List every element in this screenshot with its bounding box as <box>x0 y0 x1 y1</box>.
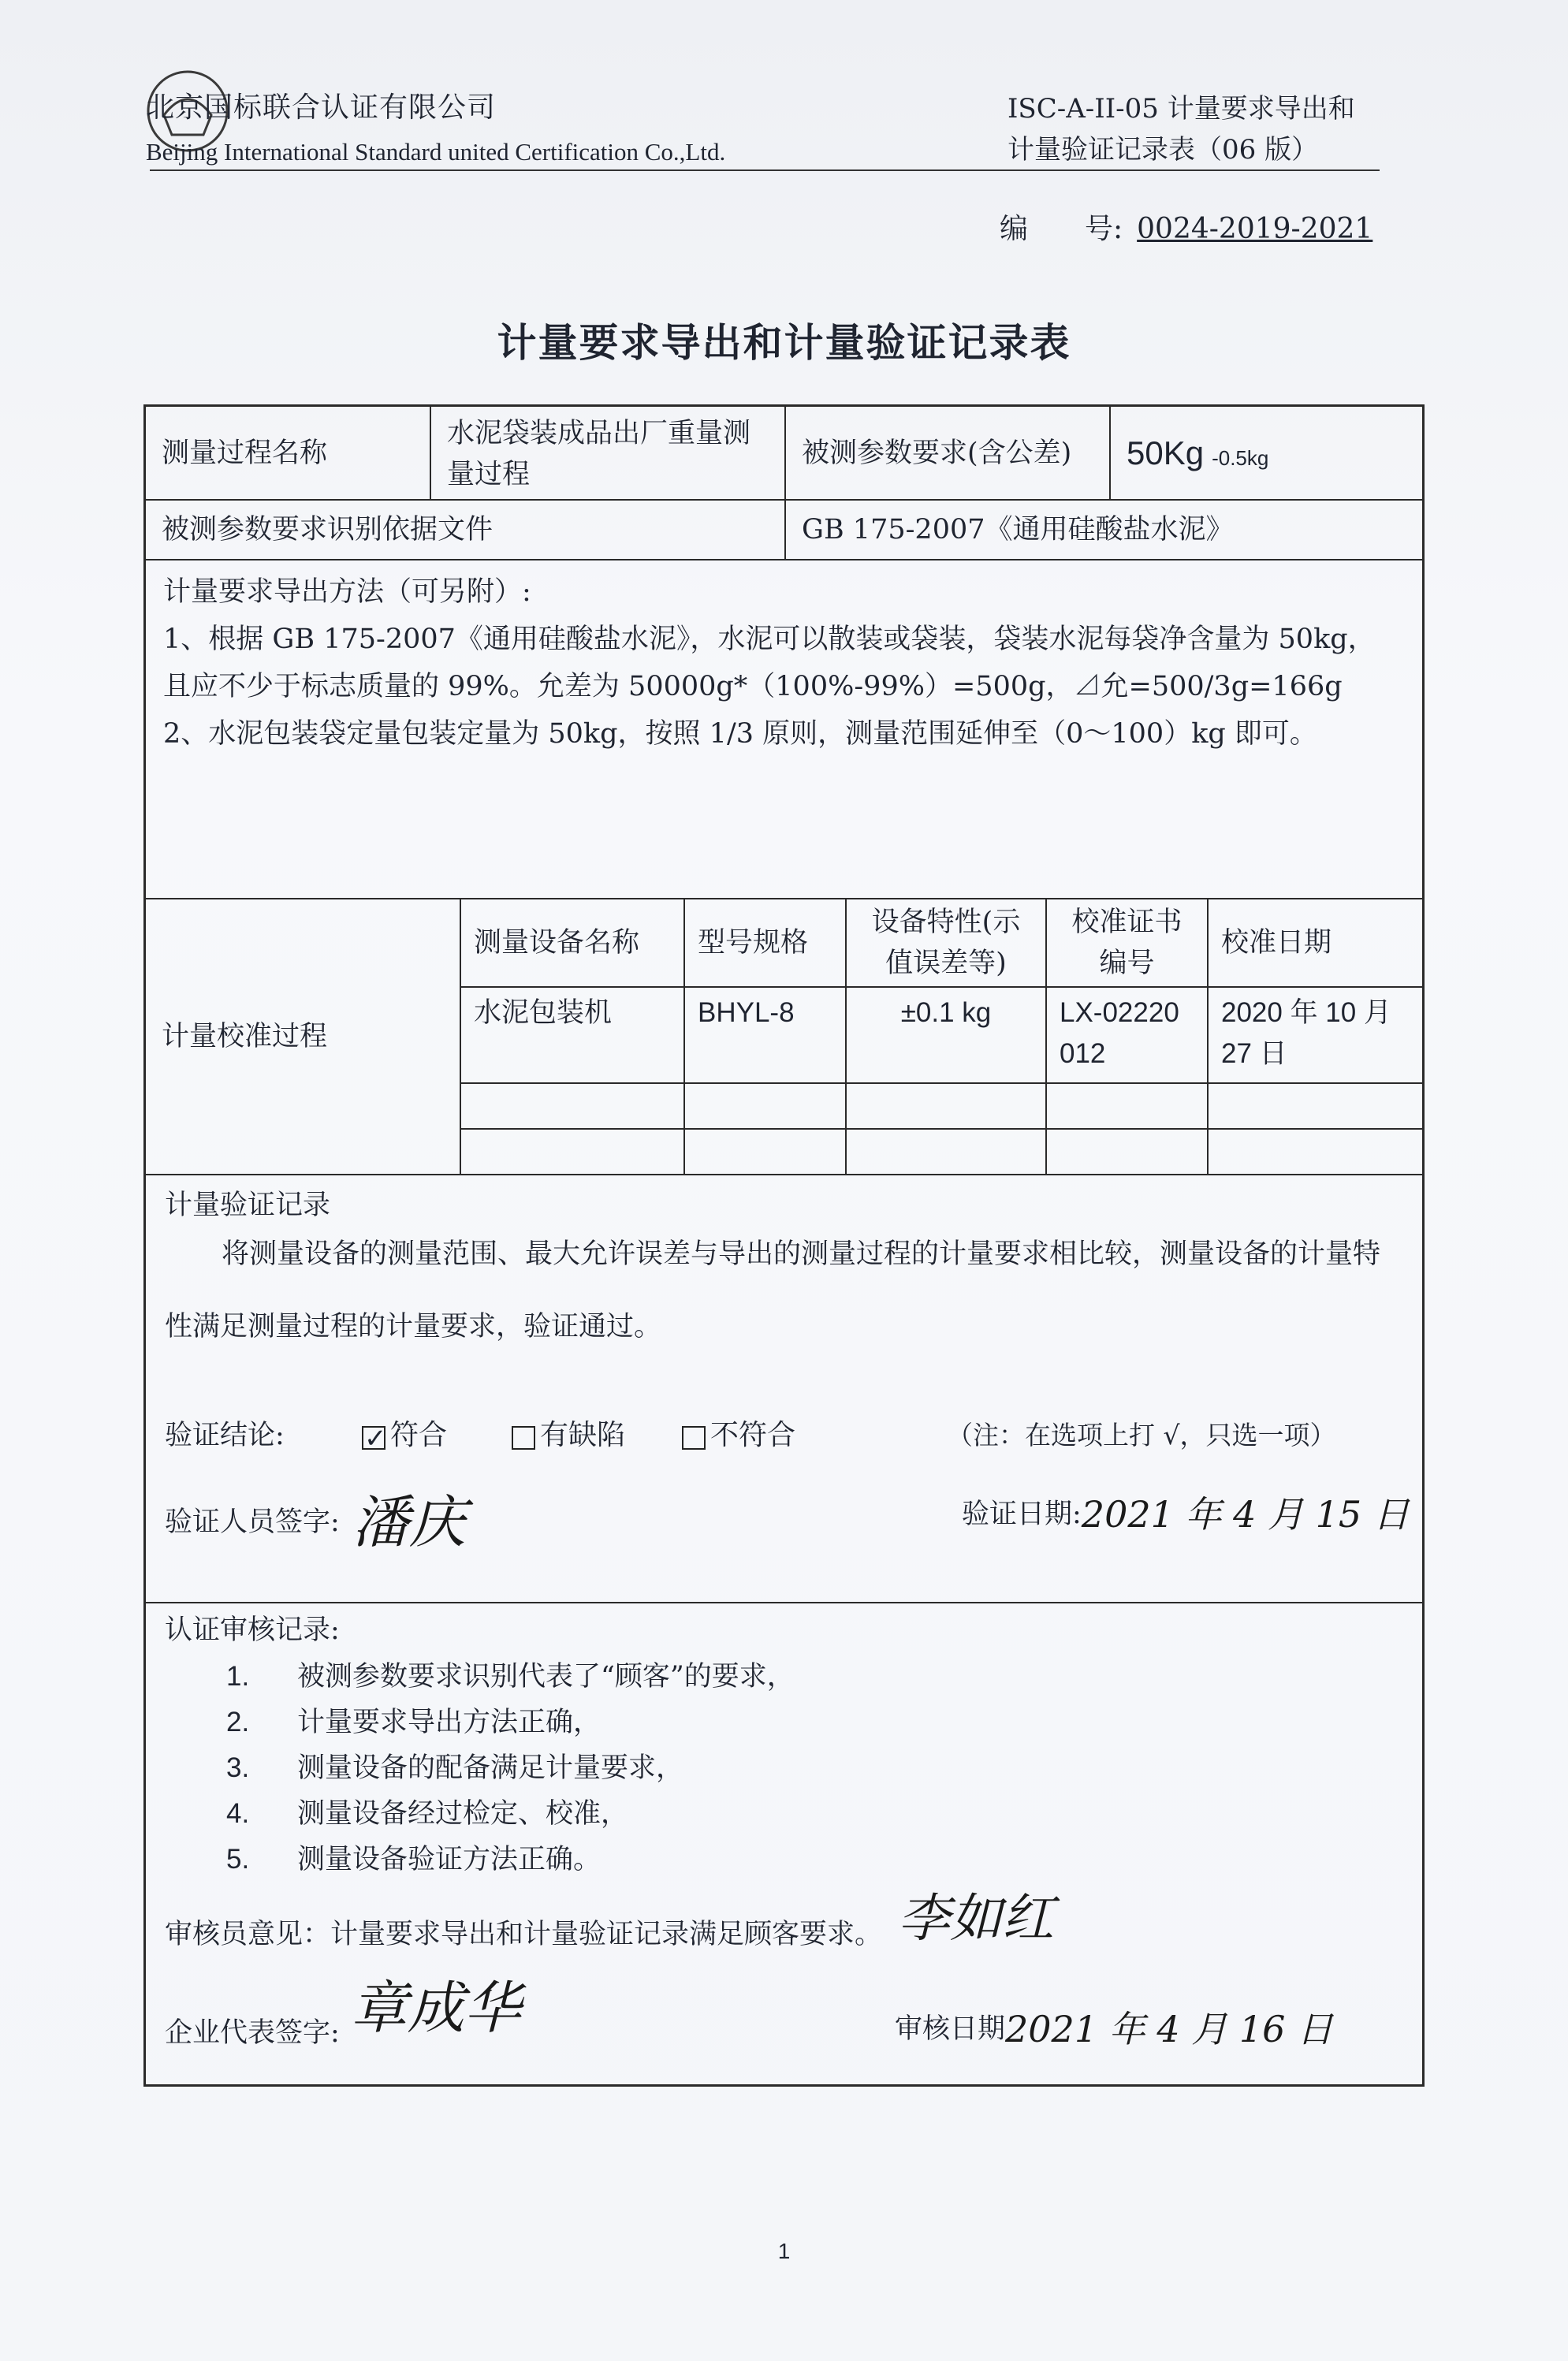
verifier-line <box>165 1489 466 1555</box>
verification-section <box>146 1175 1422 1602</box>
verification-heading: 计量验证记录 <box>165 1190 331 1221</box>
audit-date-line <box>895 2005 1333 2053</box>
col-header-date: 校准日期 <box>1221 927 1332 959</box>
calibration-table <box>461 899 1422 1174</box>
basis-row <box>146 501 1422 560</box>
col-header-spec: 设备特性(示值误差等) <box>847 899 1047 986</box>
conclusion-line <box>165 1412 1402 1459</box>
audit-row <box>146 1603 1422 2084</box>
cell-empty <box>1047 1084 1209 1128</box>
conclusion-note: （注：在选项上打 √，只选一项） <box>947 1420 1336 1450</box>
process-name-label: 测量过程名称 <box>146 407 431 499</box>
option-nonconform[interactable]: 不符合 <box>682 1413 947 1458</box>
verification-date-label: 验证日期: <box>962 1499 1082 1530</box>
record-form <box>143 404 1425 2087</box>
rep-label: 企业代表签字: <box>165 2017 340 2049</box>
checkbox-checked-icon[interactable] <box>362 1426 385 1450</box>
company-name-en: Beijing International Standard united Certification Co.,Ltd. <box>146 138 726 166</box>
form-code <box>1007 88 1355 170</box>
table-row <box>461 988 1422 1084</box>
page-number: 1 <box>777 2239 791 2263</box>
form-code-line2: 计量验证记录表（06 版） <box>1007 134 1319 166</box>
option-conform[interactable]: ✓ 符合 <box>362 1413 512 1458</box>
list-item: 4. 测量设备经过检定、校准， <box>226 1798 629 1830</box>
basis-label: 被测参数要求识别依据文件 <box>146 501 786 559</box>
verification-row <box>146 1175 1422 1603</box>
cell-device: 水泥包装机 <box>461 988 685 1082</box>
cell-empty <box>685 1084 847 1128</box>
param-value-main: 50Kg <box>1127 434 1205 471</box>
rep-line <box>165 1975 521 2057</box>
cell-empty <box>847 1084 1047 1128</box>
auditor-signature: 李如红 <box>898 1888 1055 1949</box>
list-item: 3. 测量设备的配备满足计量要求， <box>226 1752 684 1784</box>
audit-list <box>226 1654 1403 1882</box>
cell-model: BHYL-8 <box>685 988 847 1082</box>
cell-empty <box>1209 1130 1422 1174</box>
auditor-opinion: 审核员意见：计量要求导出和计量验证记录满足顾客要求。 <box>165 1919 883 1950</box>
cell-cert: LX-02220012 <box>1047 988 1209 1082</box>
document-number-label: 编 号: <box>1000 213 1123 245</box>
audit-date-value: 2021 年 4 月 16 日 <box>1005 2008 1333 2050</box>
process-name-value: 水泥袋装成品出厂重量测量过程 <box>431 407 786 499</box>
company-name-cn: 北京国标联合认证有限公司 <box>146 91 497 124</box>
calibration-header-row <box>461 899 1422 988</box>
derivation-heading: 计量要求导出方法（可另附）: <box>163 576 531 608</box>
verification-text: 将测量设备的测量范围、最大允许误差与导出的测量过程的计量要求相比较，测量设备的计量特性满足测量过程的计量要求，验证通过。 <box>165 1238 1381 1342</box>
checkbox-empty-icon[interactable] <box>682 1426 706 1450</box>
cell-empty <box>461 1130 685 1174</box>
cell-empty <box>847 1130 1047 1174</box>
cell-empty <box>685 1130 847 1174</box>
param-value-tolerance: -0.5kg <box>1212 445 1269 470</box>
cell-empty <box>1209 1084 1422 1128</box>
derivation-line2: 且应不少于标志质量的 99%。允差为 50000g*（100%-99%）=500g，⊿允=500/3g=166g <box>163 671 1343 702</box>
cell-date: 2020 年 10 月 27 日 <box>1221 997 1391 1069</box>
table-row <box>461 1084 1422 1130</box>
option-defect[interactable]: 有缺陷 <box>512 1413 682 1458</box>
rep-signature: 章成华 <box>350 1975 521 2041</box>
cell-spec: ±0.1 kg <box>847 988 1047 1082</box>
page-title: 计量要求导出和计量验证记录表 <box>497 319 1071 366</box>
audit-heading: 认证审核记录: <box>165 1614 340 1646</box>
audit-section <box>146 1603 1422 2084</box>
calibration-label: 计量校准过程 <box>146 899 461 1174</box>
param-requirement-label: 被测参数要求(含公差) <box>786 407 1111 499</box>
document-number <box>1000 207 1372 247</box>
checkbox-empty-icon[interactable] <box>512 1426 535 1450</box>
calibration-row <box>146 899 1422 1175</box>
audit-date-label: 审核日期 <box>895 2013 1006 2045</box>
derivation-row <box>146 560 1422 899</box>
company-header <box>146 85 725 166</box>
list-item: 5. 测量设备验证方法正确。 <box>226 1844 602 1875</box>
col-header-device: 测量设备名称 <box>461 899 685 986</box>
verifier-label: 验证人员签字: <box>165 1506 340 1538</box>
cell-empty <box>1047 1130 1209 1174</box>
list-item: 2. 计量要求导出方法正确， <box>226 1707 602 1738</box>
form-code-line1: ISC-A-II-05 计量要求导出和 <box>1007 93 1355 125</box>
param-requirement-value <box>1111 407 1422 499</box>
derivation-line3: 2、水泥包装袋定量包装定量为 50kg，按照 1/3 原则，测量范围延伸至（0～100）kg 即可。 <box>163 718 1317 750</box>
verifier-signature: 潘庆 <box>352 1489 466 1555</box>
header-divider <box>150 169 1380 171</box>
col-header-cert: 校准证书编号 <box>1047 899 1209 986</box>
derivation-section <box>146 560 1422 898</box>
list-item: 1. 被测参数要求识别代表了“顾客”的要求， <box>226 1661 795 1693</box>
cell-empty <box>461 1084 685 1128</box>
auditor-opinion-line <box>165 1888 1055 1958</box>
conclusion-label: 验证结论: <box>165 1420 285 1451</box>
verification-date-value: 2021 年 4 月 15 日 <box>1081 1493 1410 1536</box>
col-header-model: 型号规格 <box>685 899 847 986</box>
document-number-value: 0024-2019-2021 <box>1137 213 1373 245</box>
verification-date-line <box>962 1491 1410 1538</box>
process-row <box>146 407 1422 501</box>
basis-value: GB 175-2007《通用硅酸盐水泥》 <box>802 514 1234 546</box>
table-row <box>461 1130 1422 1174</box>
derivation-line1: 1、根据 GB 175-2007《通用硅酸盐水泥》，水泥可以散装或袋装，袋装水泥每袋净含量为 50kg， <box>163 624 1376 655</box>
